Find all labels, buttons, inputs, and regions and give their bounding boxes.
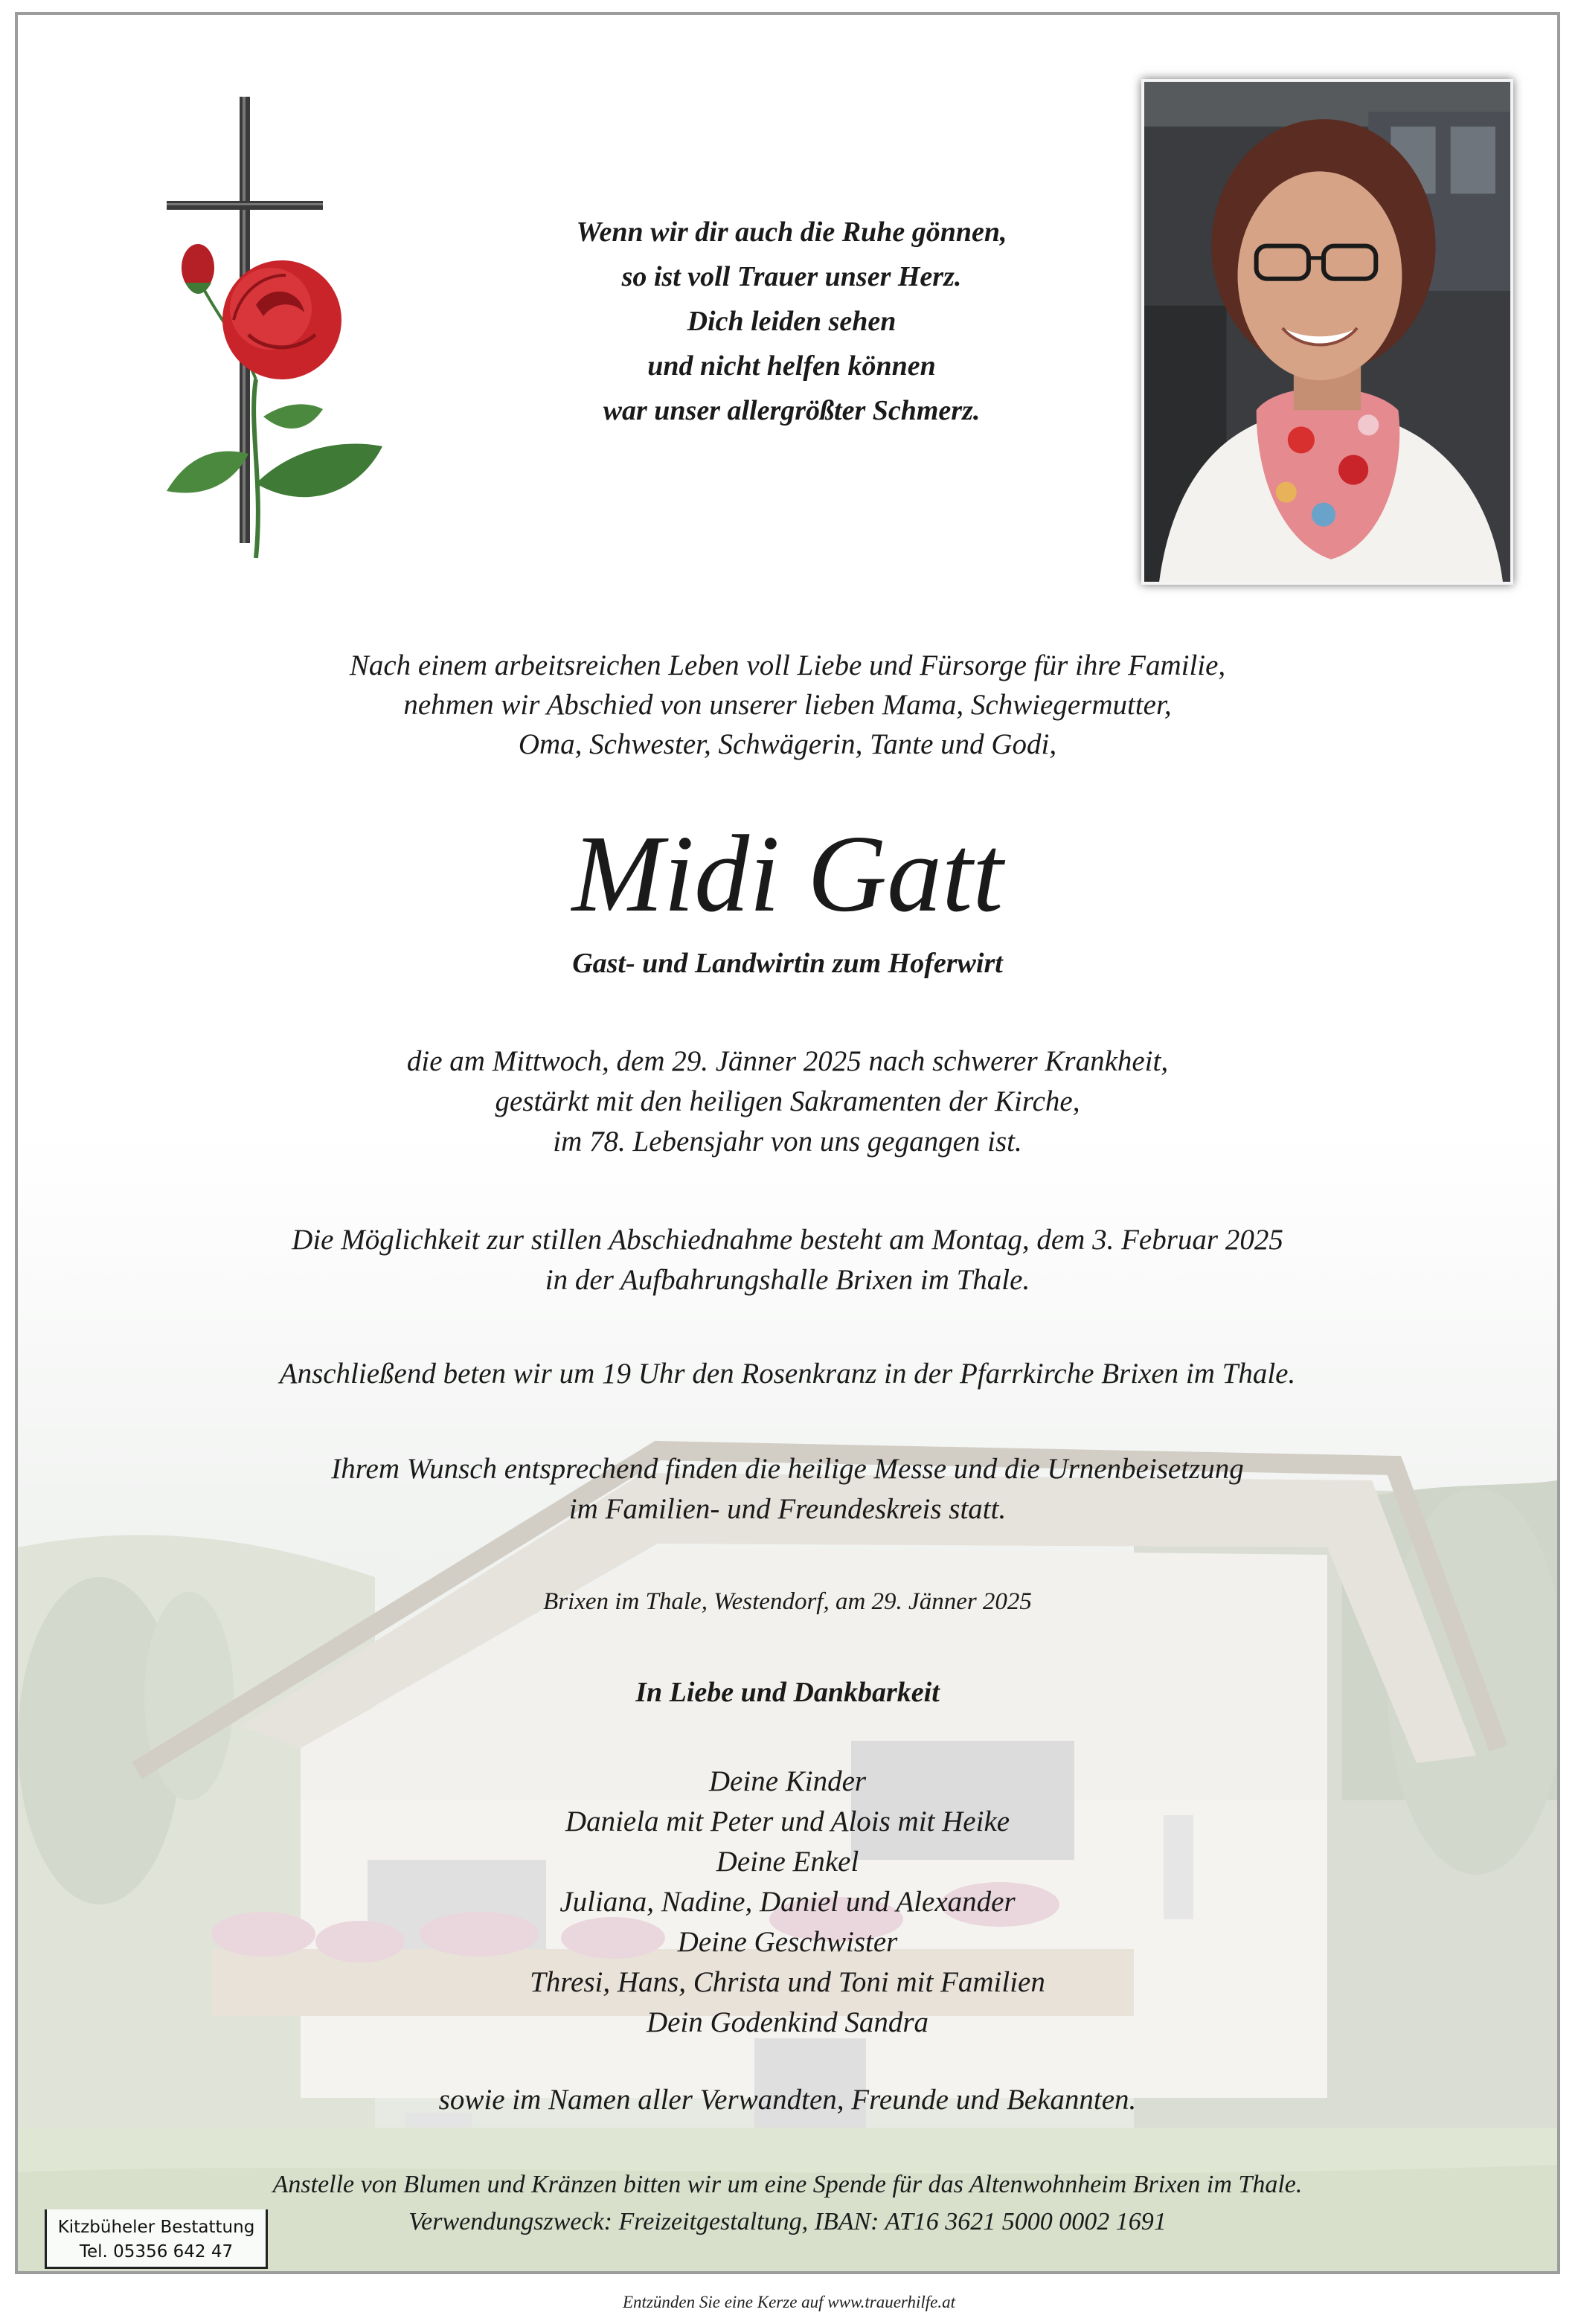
memorial-poem <box>434 210 1149 433</box>
mass-notice <box>18 1449 1557 1529</box>
family-list <box>18 1762 1557 2043</box>
intro-line: nehmen wir Abschied von unserer lieben Mama, Schwiegermutter, <box>403 689 1172 721</box>
rosary-notice: Anschließend beten wir um 19 Uhr den Rosenkranz in der Pfarrkirche Brixen im Thale. <box>279 1358 1296 1390</box>
death-line: die am Mittwoch, dem 29. Jänner 2025 nach schwerer Krankheit, <box>406 1045 1169 1077</box>
relatives-line: sowie im Namen aller Verwandten, Freunde und Bekannten. <box>438 2084 1137 2116</box>
mass-line: im Familien- und Freundeskreis statt. <box>568 1493 1007 1525</box>
gratitude-heading: In Liebe und Dankbarkeit <box>635 1677 940 1708</box>
family-line: Thresi, Hans, Christa und Toni mit Familien <box>530 1966 1045 1998</box>
death-line: gestärkt mit den heiligen Sakramenten der Kirche, <box>495 1085 1080 1117</box>
deceased-name: Midi Gatt <box>571 813 1004 935</box>
family-line: Deine Geschwister <box>677 1926 898 1958</box>
candle-link-footer[interactable]: Entzünden Sie eine Kerze auf www.trauerhilfe.at <box>623 2293 955 2311</box>
death-line: im 78. Lebensjahr von uns gegangen ist. <box>553 1126 1022 1158</box>
cross-with-rose-icon <box>144 97 397 573</box>
donation-line: Anstelle von Blumen und Kränzen bitten wir um eine Spende für das Altenwohnheim Brixen im Thale. <box>272 2171 1303 2198</box>
poem-line: war unser allergrößter Schmerz. <box>603 395 981 426</box>
undertaker-phone: Tel. 05356 642 47 <box>79 2242 234 2262</box>
family-line: Deine Enkel <box>716 1846 859 1878</box>
family-line: Daniela mit Peter und Alois mit Heike <box>565 1805 1010 1837</box>
death-notice <box>18 1041 1557 1162</box>
family-line: Dein Godenkind Sandra <box>646 2006 929 2038</box>
obituary-frame <box>15 12 1560 2274</box>
mass-line: Ihrem Wunsch entsprechend finden die heilige Messe und die Urnenbeisetzung <box>331 1453 1244 1485</box>
place-date: Brixen im Thale, Westendorf, am 29. Jänner 2025 <box>543 1588 1032 1615</box>
poem-line: Wenn wir dir auch die Ruhe gönnen, <box>576 216 1007 248</box>
viewing-line: Die Möglichkeit zur stillen Abschiednahme besteht am Montag, dem 3. Februar 2025 <box>292 1224 1283 1256</box>
intro-line: Oma, Schwester, Schwägerin, Tante und Godi, <box>518 728 1057 760</box>
poem-line: Dich leiden sehen <box>687 306 897 337</box>
deceased-title: Gast- und Landwirtin zum Hoferwirt <box>572 948 1003 979</box>
viewing-line: in der Aufbahrungshalle Brixen im Thale. <box>545 1264 1030 1296</box>
undertaker-name: Kitzbüheler Bestattung <box>57 2218 255 2237</box>
portrait-photo <box>1141 79 1513 585</box>
poem-line: so ist voll Trauer unser Herz. <box>621 261 962 292</box>
undertaker-logo <box>45 2209 268 2269</box>
intro-text <box>18 646 1557 764</box>
family-line: Deine Kinder <box>708 1765 867 1797</box>
family-line: Juliana, Nadine, Daniel und Alexander <box>559 1886 1016 1918</box>
poem-line: und nicht helfen können <box>647 350 936 382</box>
donation-line: Verwendungszweck: Freizeitgestaltung, IBAN: AT16 3621 5000 0002 1691 <box>408 2208 1167 2235</box>
viewing-notice <box>18 1220 1557 1300</box>
intro-line: Nach einem arbeitsreichen Leben voll Liebe und Fürsorge für ihre Familie, <box>349 649 1226 681</box>
